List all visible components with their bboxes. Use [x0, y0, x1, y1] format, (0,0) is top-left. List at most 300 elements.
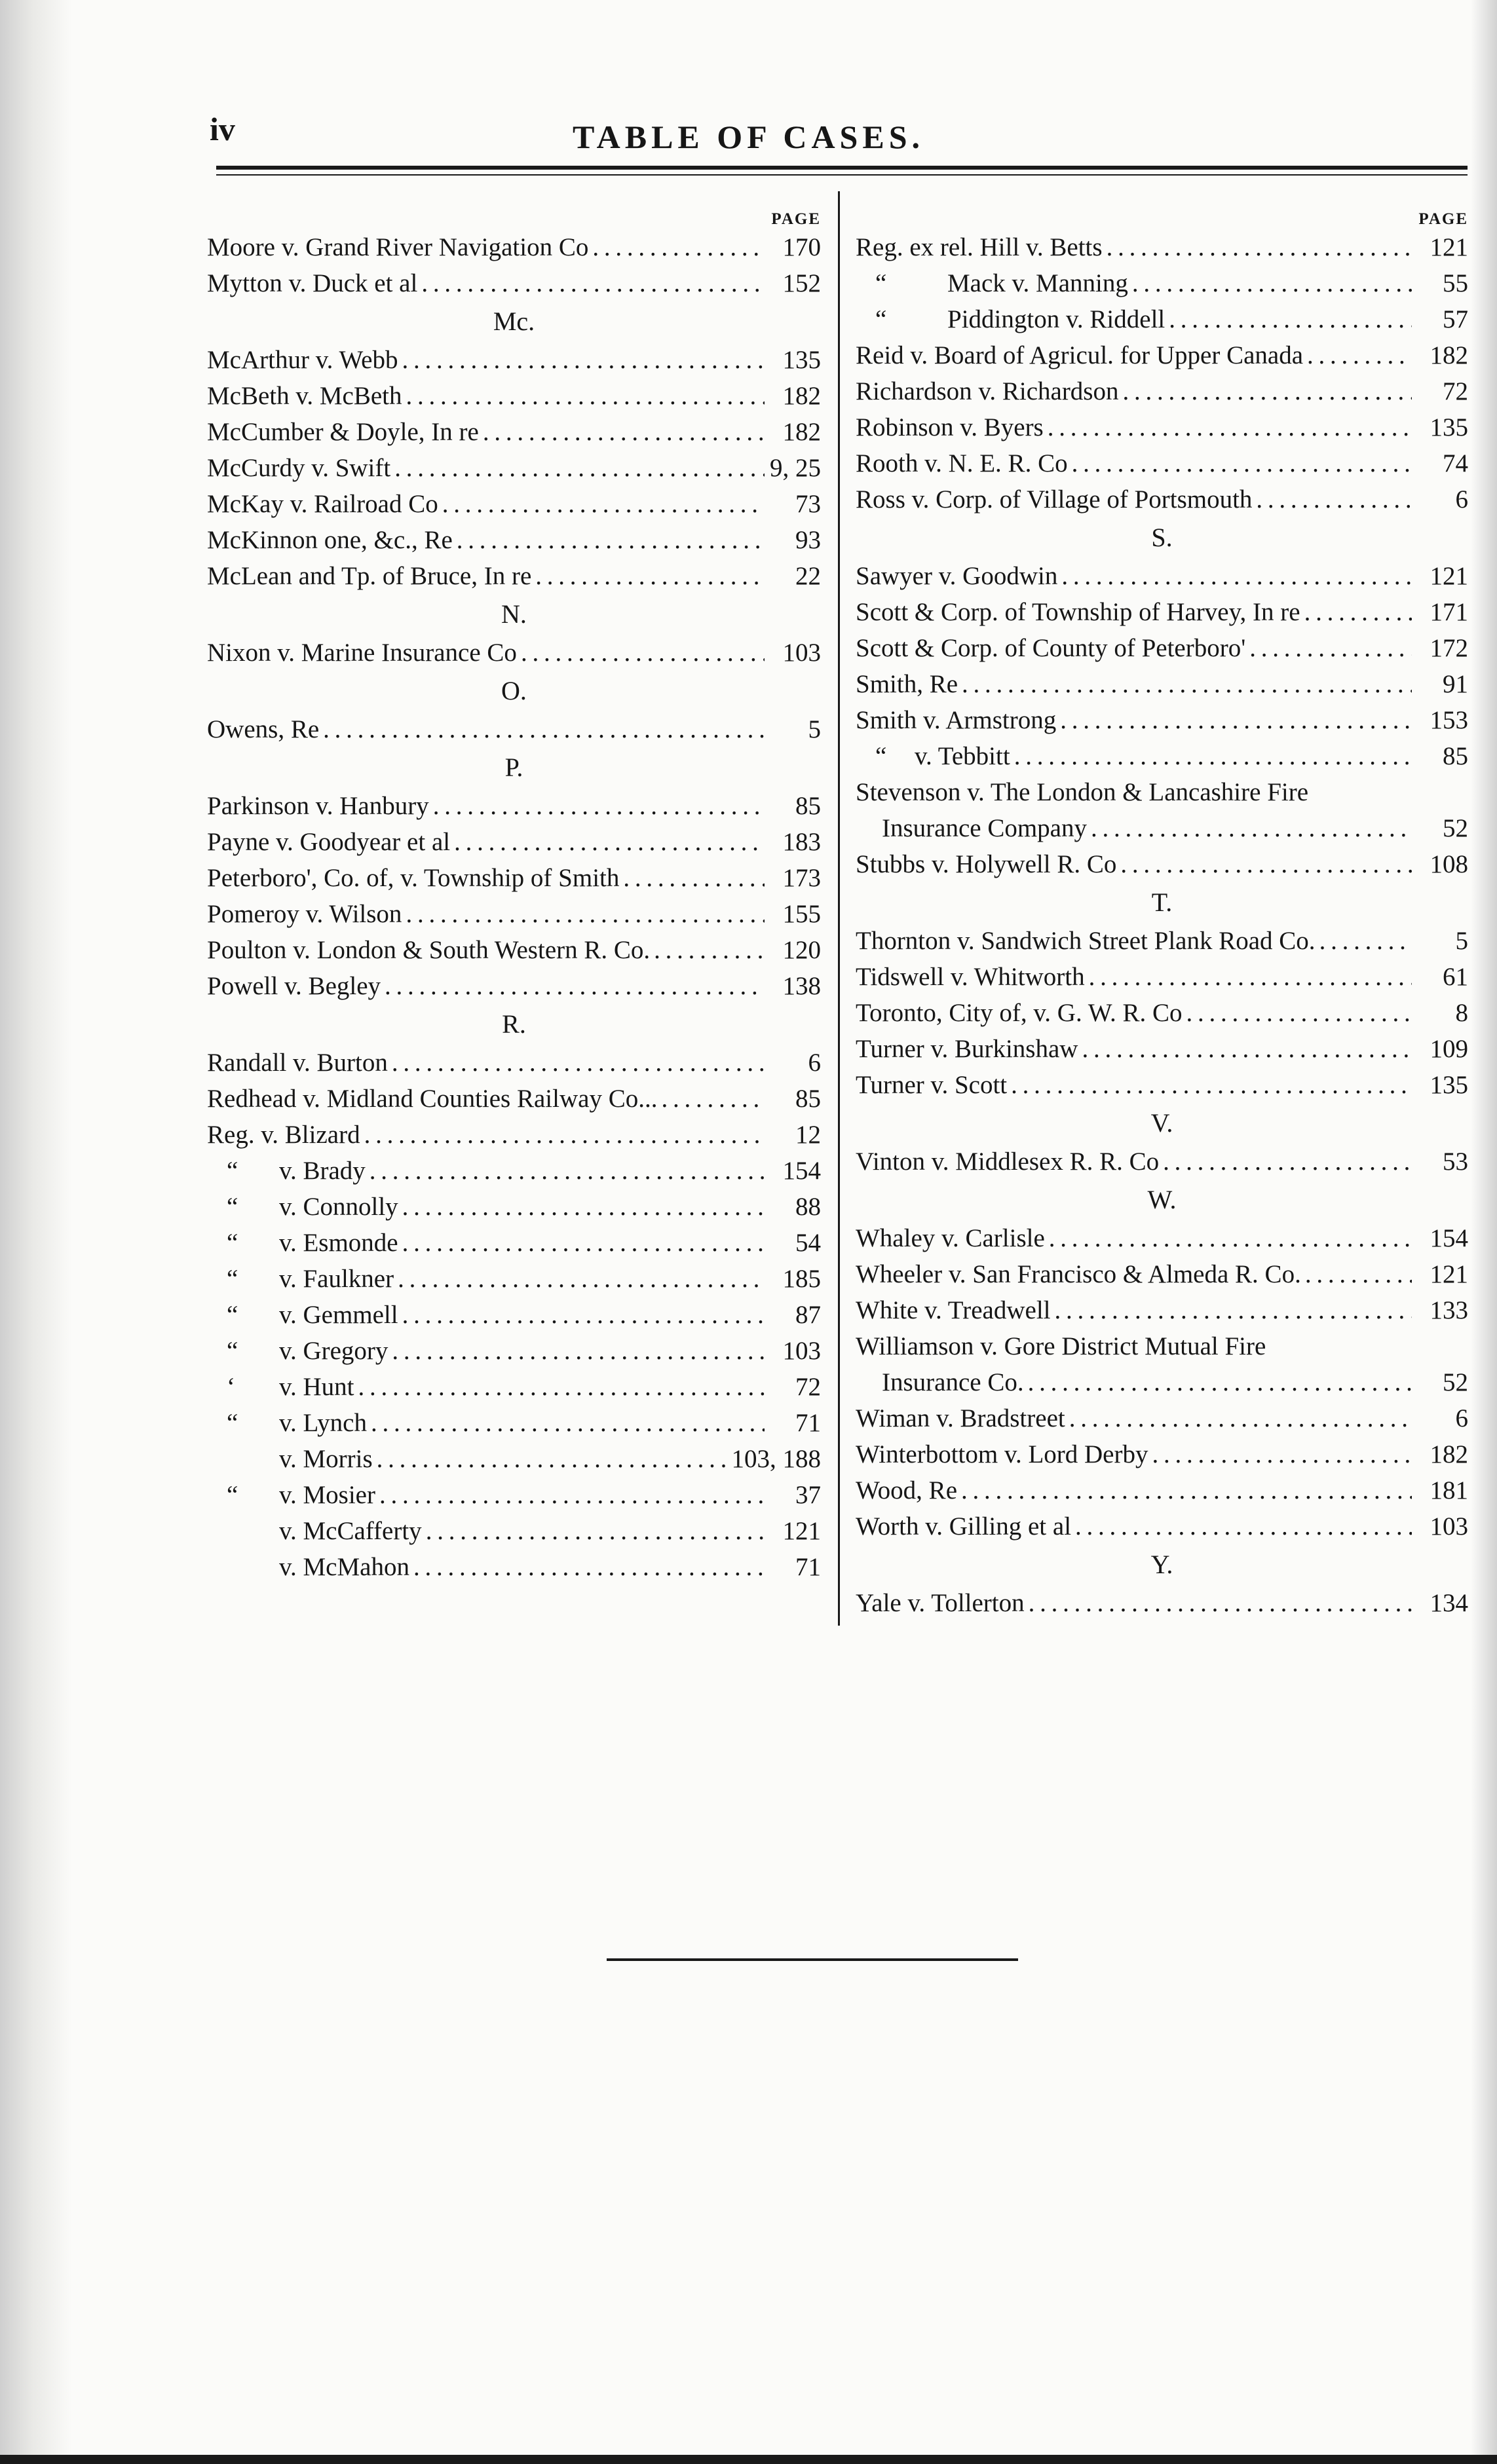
dot-leader [592, 229, 765, 265]
dot-leader [1049, 1220, 1412, 1256]
case-entry [856, 301, 1468, 337]
case-entry [207, 1477, 821, 1513]
page-reference: 154 [782, 1157, 821, 1185]
case-name-cell [856, 923, 1316, 959]
case-name: McCurdy v. Swift [207, 454, 391, 482]
dot-leader [402, 1225, 765, 1261]
dot-leader [457, 522, 765, 558]
case-entry [207, 1333, 821, 1369]
case-name-cell [207, 1045, 388, 1081]
dot-leader [1163, 1144, 1412, 1180]
case-name-cell [207, 486, 438, 522]
section-letter: Y. [1150, 1550, 1173, 1579]
case-entry [207, 1117, 821, 1153]
dot-leader [394, 450, 765, 486]
page-reference: 121 [782, 1517, 821, 1545]
case-name-cell [207, 1225, 398, 1261]
case-name: v. Connolly [279, 1193, 398, 1221]
dot-leader [392, 1333, 765, 1369]
case-entry [856, 1220, 1468, 1256]
case-name: v. McMahon [279, 1553, 409, 1581]
case-name-cell [207, 414, 479, 450]
case-entry [856, 594, 1468, 630]
case-name: Worth v. Gilling et al [856, 1512, 1072, 1540]
dot-leader [421, 265, 765, 301]
case-entry [856, 265, 1468, 301]
section-letter: S. [1151, 523, 1173, 552]
case-name-cell [207, 1513, 422, 1549]
case-name-cell [207, 342, 398, 378]
case-name-cell [856, 1400, 1065, 1436]
case-name: Sawyer v. Goodwin [856, 562, 1058, 590]
case-name: v. Faulkner [279, 1265, 394, 1293]
case-name: McLean and Tp. of Bruce, In re [207, 562, 532, 590]
case-entry [856, 373, 1468, 409]
case-entry [856, 1067, 1468, 1103]
case-entry [856, 1472, 1468, 1508]
page-reference: 181 [1430, 1476, 1468, 1504]
page-reference: 121 [1430, 1260, 1468, 1288]
section-letter: R. [502, 1009, 526, 1039]
page-reference: 88 [795, 1193, 821, 1221]
case-name: Parkinson v. Hanbury [207, 792, 429, 820]
section-letter: Mc. [493, 307, 535, 336]
case-name: Nixon v. Marine Insurance Co [207, 639, 517, 667]
dot-leader [961, 1472, 1412, 1508]
case-name-cell [856, 630, 1245, 666]
page-reference: 135 [1430, 413, 1468, 441]
page-reference: 134 [1430, 1589, 1468, 1617]
section-letter: V. [1150, 1108, 1173, 1138]
case-name-cell [207, 788, 429, 824]
case-entry [856, 481, 1468, 517]
left-column [207, 210, 821, 1585]
dot-leader [1307, 337, 1412, 373]
case-entry [207, 968, 821, 1004]
case-entry [207, 932, 821, 968]
dot-leader [1028, 1364, 1412, 1400]
case-name: v. Gregory [279, 1337, 388, 1365]
case-name: v. Lynch [279, 1409, 367, 1437]
page-reference: 108 [1430, 850, 1468, 878]
page-reference: 173 [782, 864, 821, 892]
case-name-cell [207, 860, 619, 896]
scan-left-edge [0, 0, 72, 2464]
page-reference: 52 [1443, 1368, 1468, 1396]
page-reference: 9, 25 [770, 454, 821, 482]
case-name: v. Mosier [279, 1481, 375, 1509]
page-reference: 85 [795, 792, 821, 820]
case-name-cell [856, 481, 1252, 517]
case-entry [207, 711, 821, 747]
right-column [856, 210, 1468, 1621]
case-name-cell [207, 1297, 398, 1333]
case-name-cell [856, 1585, 1025, 1621]
dot-leader [1256, 481, 1412, 517]
case-name: Owens, Re [207, 715, 320, 743]
page-reference: 37 [795, 1481, 821, 1509]
case-name: McKay v. Railroad Co [207, 490, 438, 518]
header-rule-thick [216, 166, 1468, 170]
page-reference: 185 [782, 1265, 821, 1293]
case-entry [207, 896, 821, 932]
case-name: Powell v. Begley [207, 972, 381, 1000]
header-rule-thin [216, 174, 1468, 176]
case-name-cell [856, 666, 958, 702]
ditto-mark: “ [227, 1229, 238, 1257]
page-reference: 61 [1443, 963, 1468, 991]
ditto-mark: “ [227, 1481, 238, 1509]
case-name-cell [207, 1081, 657, 1117]
case-name: Reg. ex rel. Hill v. Betts [856, 233, 1103, 261]
ditto-mark: “ [227, 1157, 238, 1185]
case-name-cell [856, 1031, 1078, 1067]
case-name-cell [856, 1220, 1045, 1256]
page-reference: 121 [1430, 233, 1468, 261]
case-name-cell [856, 738, 1010, 774]
section-letter: W. [1147, 1185, 1177, 1214]
case-name-cell [207, 932, 650, 968]
case-entry [856, 229, 1468, 265]
page-reference: 135 [782, 346, 821, 374]
case-name: Turner v. Burkinshaw [856, 1035, 1078, 1063]
scan-right-edge [1471, 0, 1497, 2464]
page-reference: 182 [782, 382, 821, 410]
case-entry [856, 337, 1468, 373]
case-name-cell [207, 265, 417, 301]
case-name: Poulton v. London & South Western R. Co. [207, 936, 651, 964]
case-name: Richardson v. Richardson [856, 377, 1119, 405]
case-name: Redhead v. Midland Counties Railway Co... [207, 1085, 658, 1113]
dot-leader [379, 1477, 765, 1513]
page-reference: 103 [1430, 1512, 1468, 1540]
page-reference: 55 [1443, 269, 1468, 297]
case-name: v. Hunt [279, 1373, 354, 1401]
dot-leader [1072, 445, 1412, 481]
dot-leader [433, 788, 765, 824]
page-reference: 85 [795, 1085, 821, 1113]
case-name-cell [856, 337, 1303, 373]
dot-leader [1169, 301, 1412, 337]
dot-leader [413, 1549, 765, 1585]
page-reference: 5 [1455, 927, 1468, 955]
case-entry [207, 450, 821, 486]
page-reference: 153 [1430, 706, 1468, 734]
case-entry [207, 558, 821, 594]
page-reference: 155 [782, 900, 821, 928]
case-name-cell [207, 1261, 394, 1297]
end-rule [607, 1958, 1018, 1961]
case-entry [856, 1292, 1468, 1328]
page-reference: 8 [1455, 999, 1468, 1027]
page-reference: 91 [1443, 670, 1468, 698]
case-entry [207, 1045, 821, 1081]
case-entry [207, 229, 821, 265]
ditto-mark: “ [875, 269, 887, 297]
dot-leader [402, 1189, 765, 1225]
page-reference: 73 [795, 490, 821, 518]
dot-leader [1132, 265, 1412, 301]
case-name: Turner v. Scott [856, 1071, 1008, 1099]
case-entry [207, 522, 821, 558]
case-name-cell [207, 896, 402, 932]
case-entry [207, 1297, 821, 1333]
dot-leader [661, 1081, 765, 1117]
dot-leader [1152, 1436, 1412, 1472]
case-entry [856, 409, 1468, 445]
ditto-mark: “ [227, 1409, 238, 1437]
case-entry [856, 846, 1468, 882]
page-reference: 103 [782, 639, 821, 667]
case-entry [207, 1441, 821, 1477]
case-entry [207, 635, 821, 671]
page-reference: 5 [808, 715, 821, 743]
section-letter: O. [501, 676, 527, 705]
page-reference: 6 [1455, 1404, 1468, 1432]
case-name: v. Gemmell [279, 1301, 398, 1329]
dot-leader [521, 635, 765, 671]
page-reference: 172 [1430, 634, 1468, 662]
page-reference: 103 [782, 1337, 821, 1365]
page-reference: 152 [782, 269, 821, 297]
case-name-cell [207, 558, 531, 594]
page-column-heading: PAGE [771, 210, 821, 228]
case-name: Wiman v. Bradstreet [856, 1404, 1065, 1432]
dot-leader [1305, 1256, 1412, 1292]
case-name: Mack v. Manning [947, 269, 1128, 297]
dot-leader [962, 666, 1412, 702]
dot-leader [364, 1117, 765, 1153]
dot-leader [1091, 810, 1412, 846]
case-name-cell [207, 229, 588, 265]
page-reference: 6 [1455, 485, 1468, 513]
case-name-cell [856, 1436, 1148, 1472]
page-reference: 138 [782, 972, 821, 1000]
dot-leader [623, 860, 765, 896]
case-name: Pomeroy v. Wilson [207, 900, 402, 928]
case-name-cell [207, 1405, 367, 1441]
case-entry [207, 486, 821, 522]
dot-leader [402, 342, 765, 378]
dot-leader [385, 968, 765, 1004]
case-name: Smith v. Armstrong [856, 706, 1057, 734]
case-entry [207, 788, 821, 824]
case-name-cell [856, 265, 1128, 301]
case-name-cell [856, 1472, 957, 1508]
page-reference: 133 [1430, 1296, 1468, 1324]
case-entry [207, 1225, 821, 1261]
page-reference: 22 [795, 562, 821, 590]
case-entry [856, 702, 1468, 738]
dot-leader [398, 1261, 765, 1297]
page-reference: 182 [1430, 1440, 1468, 1468]
section-letter: N. [501, 599, 527, 629]
case-entry [856, 1256, 1468, 1292]
dot-leader [323, 711, 765, 747]
dot-leader [1082, 1031, 1412, 1067]
dot-leader [1249, 630, 1412, 666]
case-entry [856, 558, 1468, 594]
page-reference: 154 [1430, 1224, 1468, 1252]
ditto-mark: “ [227, 1265, 238, 1293]
dot-leader [1011, 1067, 1412, 1103]
case-entry [207, 1189, 821, 1225]
dot-leader [654, 932, 765, 968]
page-number: iv [210, 111, 235, 147]
case-name-cell [856, 594, 1300, 630]
case-entry [856, 959, 1468, 995]
case-name: Payne v. Goodyear et al [207, 828, 451, 856]
section-letter: T. [1151, 887, 1173, 917]
dot-leader [1107, 229, 1412, 265]
case-entry [856, 1436, 1468, 1472]
dot-leader [1055, 1292, 1412, 1328]
case-entry [207, 860, 821, 896]
case-name-cell [207, 635, 517, 671]
ditto-mark: “ [227, 1193, 238, 1221]
dot-leader [406, 378, 765, 414]
case-name-cell [207, 1477, 375, 1513]
case-name: Reg. v. Blizard [207, 1121, 360, 1149]
case-name: Piddington v. Riddell [947, 305, 1165, 333]
page-reference: 71 [795, 1553, 821, 1581]
page-reference: 71 [795, 1409, 821, 1437]
case-name: Whaley v. Carlisle [856, 1224, 1045, 1252]
page-column-heading: PAGE [1418, 210, 1468, 228]
case-name-cell [207, 1153, 366, 1189]
case-name: Ross v. Corp. of Village of Portsmouth [856, 485, 1253, 513]
case-entry [856, 995, 1468, 1031]
page-reference: 72 [795, 1373, 821, 1401]
case-name: Tidswell v. Whitworth [856, 963, 1085, 991]
ditto-mark: “ [875, 742, 887, 770]
case-entry [207, 1513, 821, 1549]
dot-leader [1048, 409, 1412, 445]
page-reference: 52 [1443, 814, 1468, 842]
dot-leader [358, 1369, 765, 1405]
case-name-cell [856, 1144, 1159, 1180]
case-name-cell [207, 711, 319, 747]
page-reference: 53 [1443, 1148, 1468, 1176]
case-name: McCumber & Doyle, In re [207, 418, 479, 446]
ditto-mark: “ [227, 1337, 238, 1365]
case-name-cell [856, 846, 1116, 882]
case-entry [207, 1369, 821, 1405]
dot-leader [1186, 995, 1412, 1031]
case-entry [207, 1081, 821, 1117]
dot-leader [377, 1441, 728, 1477]
ditto-mark: “ [227, 1301, 238, 1329]
dot-leader [1029, 1585, 1412, 1621]
dot-leader [1060, 702, 1412, 738]
case-name: Reid v. Board of Agricul. for Upper Canada [856, 341, 1304, 369]
dot-leader [371, 1405, 765, 1441]
case-name: Robinson v. Byers [856, 413, 1044, 441]
case-name: Mytton v. Duck et al [207, 269, 418, 297]
case-name-cell [856, 558, 1057, 594]
case-entry [856, 774, 1468, 846]
case-name-cell [856, 959, 1085, 995]
case-entry [207, 265, 821, 301]
left-entries [207, 229, 821, 1585]
page-reference: 74 [1443, 449, 1468, 477]
dot-leader [402, 1297, 765, 1333]
page-reference: 109 [1430, 1035, 1468, 1063]
case-name-cell [207, 968, 381, 1004]
case-name-cell [856, 995, 1183, 1031]
page-reference: 57 [1443, 305, 1468, 333]
case-name: Toronto, City of, v. G. W. R. Co [856, 999, 1183, 1027]
case-entry [856, 738, 1468, 774]
case-name: v. Tebbitt [915, 742, 1010, 770]
case-name-cell [207, 1189, 398, 1225]
dot-leader [370, 1153, 765, 1189]
dot-leader [426, 1513, 765, 1549]
case-entry [856, 923, 1468, 959]
dot-leader [392, 1045, 765, 1081]
dot-leader [483, 414, 765, 450]
dot-leader [1122, 373, 1412, 409]
dot-leader [1061, 558, 1412, 594]
case-name: Yale v. Tollerton [856, 1589, 1025, 1617]
page-reference: 6 [808, 1049, 821, 1077]
case-name: Rooth v. N. E. R. Co [856, 449, 1068, 477]
case-name-cell [856, 1292, 1051, 1328]
case-name-cell [856, 1256, 1301, 1292]
case-name: v. McCafferty [279, 1517, 422, 1545]
case-name-cell [207, 522, 453, 558]
case-name: Smith, Re [856, 670, 958, 698]
case-name: v. Esmonde [279, 1229, 398, 1257]
page-reference: 85 [1443, 742, 1468, 770]
case-entry [207, 1405, 821, 1441]
case-name-cell [207, 378, 402, 414]
column-divider [838, 191, 840, 1626]
case-name: Williamson v. Gore District Mutual Fire [856, 1332, 1266, 1360]
ditto-mark: “ [875, 305, 887, 333]
case-name: McKinnon one, &c., Re [207, 526, 453, 554]
case-name: Stubbs v. Holywell R. Co [856, 850, 1117, 878]
scan-bottom-edge [0, 2455, 1497, 2464]
case-entry [856, 1144, 1468, 1180]
case-name-cell [207, 1369, 354, 1405]
case-name: Moore v. Grand River Navigation Co [207, 233, 589, 261]
case-entry [856, 445, 1468, 481]
case-name-cell [207, 450, 390, 486]
case-name-cell [856, 445, 1068, 481]
dot-leader [1069, 1400, 1412, 1436]
page-reference: 170 [782, 233, 821, 261]
dot-leader [442, 486, 765, 522]
dot-leader [1304, 594, 1412, 630]
page-reference: 171 [1430, 598, 1468, 626]
page-reference: 182 [1430, 341, 1468, 369]
case-name: Winterbottom v. Lord Derby [856, 1440, 1148, 1468]
case-entry [856, 630, 1468, 666]
page-reference: 103, 188 [731, 1445, 821, 1473]
case-name: v. Morris [279, 1445, 373, 1473]
section-letter: P. [504, 753, 523, 782]
case-name: Wood, Re [856, 1476, 958, 1504]
case-entry [856, 1031, 1468, 1067]
case-name-cell [856, 1508, 1071, 1544]
case-entry [207, 378, 821, 414]
case-name: Scott & Corp. of Township of Harvey, In re [856, 598, 1300, 626]
page-reference: 120 [782, 936, 821, 964]
case-name-cell [856, 702, 1056, 738]
right-entries [856, 229, 1468, 1621]
case-name: Randall v. Burton [207, 1049, 388, 1077]
